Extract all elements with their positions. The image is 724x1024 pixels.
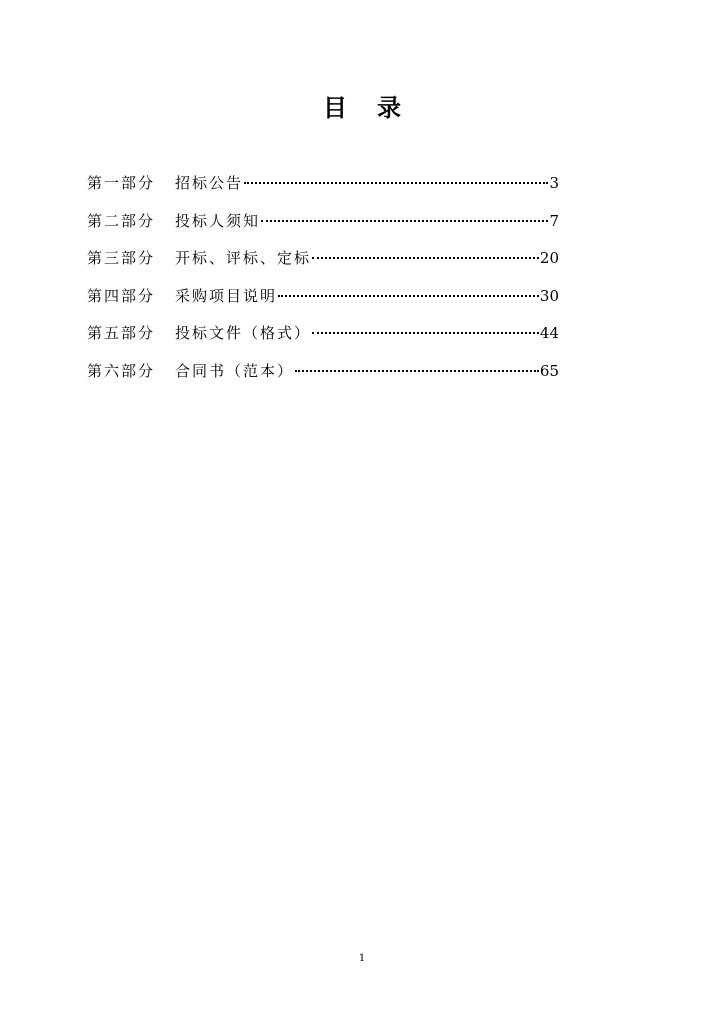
toc-section-name: 采购项目说明 xyxy=(175,286,278,305)
toc-page-number: 65 xyxy=(539,361,559,380)
toc-part-label: 第二部分 xyxy=(87,211,156,230)
toc-page-number: 7 xyxy=(549,211,559,230)
toc-leader-dots xyxy=(261,220,548,222)
toc-part-label: 第三部分 xyxy=(87,249,156,267)
toc-entry[interactable] xyxy=(87,170,559,208)
toc-leader-dots xyxy=(295,370,539,372)
toc-title: 目录 xyxy=(323,94,431,122)
toc-page-number: 44 xyxy=(539,324,559,342)
toc-leader-dots xyxy=(312,332,539,334)
toc-leader-dots xyxy=(312,257,539,259)
toc-entry[interactable] xyxy=(87,283,559,321)
toc-page-number: 20 xyxy=(539,249,559,267)
toc-entry[interactable] xyxy=(87,245,559,283)
toc-part-label: 第一部分 xyxy=(87,174,156,192)
toc-leader-dots xyxy=(278,295,539,297)
toc-section-name: 投标人须知 xyxy=(175,211,261,230)
toc-page-number: 3 xyxy=(549,174,559,192)
toc-section-name: 投标文件（格式） xyxy=(175,324,312,342)
toc-section-name: 合同书（范本） xyxy=(175,361,295,380)
toc-entry[interactable] xyxy=(87,208,559,246)
toc-part-label: 第五部分 xyxy=(87,324,156,342)
toc-entry[interactable] xyxy=(87,320,559,358)
toc-part-label: 第六部分 xyxy=(87,361,156,380)
toc-part-label: 第四部分 xyxy=(87,286,156,305)
toc-leader-dots xyxy=(244,182,548,184)
table-of-contents xyxy=(87,170,559,395)
toc-section-name: 开标、评标、定标 xyxy=(175,249,312,267)
toc-entry[interactable] xyxy=(87,358,559,396)
footer-page-number: 1 xyxy=(358,953,366,964)
toc-section-name: 招标公告 xyxy=(175,174,244,192)
toc-page-number: 30 xyxy=(539,286,559,305)
